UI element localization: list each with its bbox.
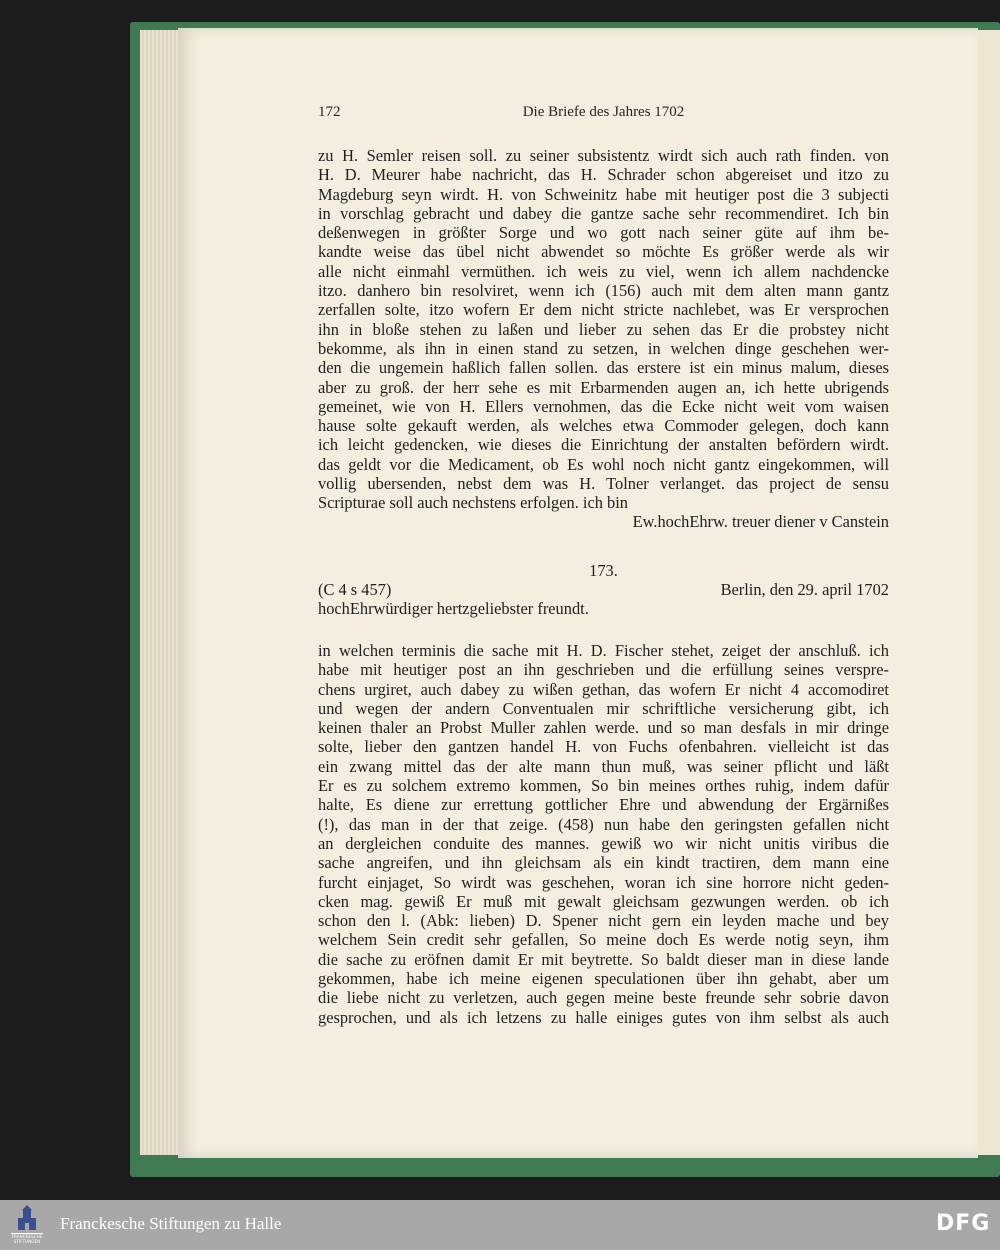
text-line: vollig ubersenden, nebst dem was H. Tolner verlanget. das project de sensu — [318, 474, 889, 494]
text-line: zerfallen solte, itzo wofern Er dem nicht stricte nachlebet, was Er versprochen — [318, 300, 889, 320]
text-line: hause solte gekauft werden, als welches etwa Commoder gelegen, doch kann — [318, 416, 889, 436]
text-line: itzo. danhero bin resolviret, wenn ich (156) auch mit dem alten mann gantz — [318, 281, 889, 301]
text-line: aber zu groß. der herr sehe es mit Erbarmenden augen an, ich hette ubrigends — [318, 377, 889, 397]
text-line: halte, Es diene zur errettung gottlicher Ehre und abwendung der Ergärnißes — [318, 795, 889, 815]
page-number: 172 — [318, 104, 341, 120]
logo-text-line-2: STIFTUNGEN — [13, 1239, 41, 1244]
text-line: und wegen der andern Conventualen mir schriftliche versicherung gibt, ich — [318, 698, 889, 718]
text-line: die sache zu eröfnen damit Er mit beytrette. So baldt dieser man in diese lande — [318, 949, 889, 969]
text-line: in welchen terminis die sache mit H. D. Fischer stehet, zeiget der anschluß. ich — [318, 641, 889, 660]
text-line: ein zwang mittel das der alte mann thun muß, was seiner pflicht und läßt — [318, 756, 889, 776]
franckesche-stiftungen-logo — [10, 1205, 44, 1245]
text-line: deßenwegen in größter Sorge und wo gott nach seiner güte auf ihm be- — [318, 223, 889, 243]
text-line: die liebe nicht zu verletzen, auch gegen meine beste freunde sehr sobrie davon — [318, 988, 889, 1008]
text-line: furcht einjaget, So wirdt was geschehen, woran ich sine horrore nicht geden- — [318, 872, 889, 892]
text-line: in vorschlag gebracht und dabey die gantze sache sehr recommendiret. Ich bin — [318, 203, 889, 223]
letter-173-text — [318, 641, 889, 1027]
text-line: Scripturae soll auch nechstens erfolgen. ich bin — [318, 493, 628, 513]
running-title: Die Briefe des Jahres 1702 — [522, 104, 685, 120]
text-line: gekommen, habe ich meine eigenen speculationen über ihn gehabt, aber um — [318, 969, 889, 989]
institution-name: Franckesche Stiftungen zu Halle — [60, 1214, 282, 1233]
text-line: ich leicht gedencken, wie dieses die Einrichtung der anstalten befördern wirdt. — [318, 435, 889, 455]
dfg-logo: DFG — [936, 1211, 991, 1236]
text-line: H. D. Meurer habe nachricht, das H. Schrader schon abgereiset und itzo zu — [318, 165, 889, 185]
text-line: den die ungemein haßlich fallen sollen. das erstere ist ein minus malum, dieses — [318, 358, 889, 378]
text-line: Magdeburg seyn wirdt. H. von Schweinitz habe mit heutiger post die 3 subjecti — [318, 184, 889, 204]
text-line: das geldt vor die Medicament, ob Es wohl noch nicht gantz eingekommen, will — [318, 454, 889, 474]
text-line: alle nicht einmahl vermüthen. ich weis zu viel, wenn ich allem nachdencke — [318, 261, 889, 281]
letter-date: Berlin, den 29. april 1702 — [720, 580, 889, 599]
text-line: (!), das man in der that zeige. (458) nun habe den geringsten gefallen nicht — [318, 814, 889, 834]
text-line: zu H. Semler reisen soll. zu seiner subsistentz wirdt sich auch rath finden. von — [318, 146, 889, 165]
letter-172-continued-text — [318, 146, 889, 513]
text-line: gesprochen, und als ich letzens zu halle einiges gutes von ihm selbst als auch — [318, 1007, 889, 1027]
text-line: an dergleichen conduite des mannes. gewiß wo wir nicht unitis viribus die — [318, 833, 889, 853]
letter-reference: (C 4 s 457) — [318, 580, 392, 599]
text-line: chens urgiret, auch dabey zu wißen gethan, das wofern Er nicht 4 accomodiret — [318, 679, 889, 699]
viewer-footer — [0, 1200, 1000, 1250]
text-line: keinen thaler an Probst Muller zahlen werde. und so man desfals in mir dringe — [318, 718, 889, 738]
text-line: gemeinet, wie von H. Ellers vernohmen, das die Ecke nicht weit vom waisen — [318, 396, 889, 416]
text-line: habe mit heutiger post an ihn geschrieben und die erfüllung seines verspre- — [318, 660, 889, 680]
text-line: kandte weise das übel nicht abwendet so möchte Es größer werde als wir — [318, 242, 889, 262]
letter-number: 173. — [589, 561, 618, 580]
logo-text-line-1: FRANCKESCHE — [11, 1234, 43, 1239]
signature: Ew.hochEhrw. treuer diener v Canstein — [632, 512, 889, 531]
text-line: ihn in bloße stehen zu laßen und lieber zu sehen das Er die probstey nicht — [318, 319, 889, 339]
text-line: Er es zu solchem extremo kommen, So bin meines orthes ruhig, indem dafür — [318, 776, 889, 796]
letter-salutation: hochEhrwürdiger hertzgeliebster freundt. — [318, 599, 589, 618]
text-line: welchem Sein credit sehr gefallen, So meine doch Es werde notig seyn, ihm — [318, 930, 889, 950]
text-line: schon den l. (Abk: lieben) D. Spener nicht gern ein leyden mache und bey — [318, 911, 889, 931]
running-head — [318, 104, 889, 124]
text-line: bekomme, als ihn in einen stand zu setzen, in welchen dinge geschehen wer- — [318, 338, 889, 358]
text-line: solte, lieber den gantzen handel H. von Fuchs ofenbahren. vielleicht ist das — [318, 737, 889, 757]
text-line: cken mag. gewiß Er muß mit gewalt gleichsam gezwungen werden. ob ich — [318, 891, 889, 911]
text-line: sache angreifen, und ihn gleichsam als ein kindt tractiren, dem mann eine — [318, 853, 889, 873]
